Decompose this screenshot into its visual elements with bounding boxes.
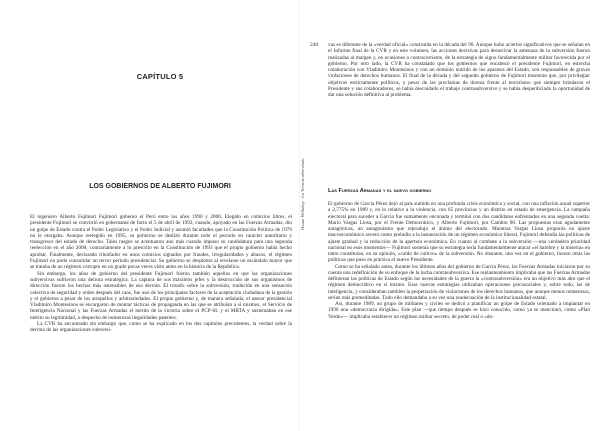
paragraph: La CVR ha encontrado sin embargo que, como se ha explicado en los dos capítulos precedentes, la verdad sobre la derrota de las organizaciones subversi- bbox=[30, 321, 292, 334]
right-body-text-top bbox=[328, 42, 590, 98]
left-body-text bbox=[30, 214, 292, 334]
chapter-label: CAPÍTULO 5 bbox=[136, 72, 184, 81]
page-number: 240 bbox=[310, 42, 319, 48]
paragraph: El gobierno de García Pérez dejó al país sumido en una profunda crisis económica y social, con una inflación anual superior a 2,775% en 1989 y, en lo relativo a la violencia, con 65 provincias y un distrito en estado de emergencia. La campaña electoral para suceder a García fue sumamente enconada y terminó con dos candidatos enfrentados en una segunda vuelta: Mario Vargas Llosa, por el Frente Democrático, y Alberto Fujimori, por Cambio 90. Las propuestas eran agudamente antagónicas, un antagonismo que reprodujo el ánimo del electorado. Mientras Vargas Llosa proponía un ajuste macroeconómico severo como preludio a la instauración de un régimen económico liberal, Fujimori defendía las políticas de ajuste gradual y la reducción de la apertura económica. En cuanto al combate a la subversión —una verdadera prioridad nacional en esos momentos— Fujimori sostenía que su estrategia sería fundamentalmente atacar «el hambre y la miseria» en tanto constituían, en su opinión, «caldo de cultivo» de la subversión. No obstante, una vez en el gobierno, fueron otras las políticas que puso en práctica el nuevo Presidente. bbox=[328, 201, 590, 264]
right-body-text-bottom bbox=[328, 201, 590, 320]
section-title: LOS GOBIERNOS DE ALBERTO FUJIMORI bbox=[89, 183, 231, 190]
running-head: Hatun Willakuy · La Versión abreviada bbox=[300, 158, 305, 230]
right-page bbox=[300, 0, 600, 431]
paragraph: Como se ha señalado antes, durante los últimos años del gobierno de García Pérez, las Fuerzas Armadas iniciaron por su cuenta una redefinición de su enfoque de la lucha contrasubversiva. Ese replanteamiento implicaba que las Fuerzas Armadas definieran las políticas de Estado según las necesidades de la guerra la «contrasubversión» era un objetivo más alto que el régimen democrático en sí mismo. Esas nuevas estrategias utilizaban operaciones psicosociales y, sobre todo, las de inteligencia, y consideraban también la perpetración de violaciones de los derechos humanos, que aunque menos numerosas, serían más premeditadas. Todo ello demandaba a su vez una readecuación de la institucionalidad estatal. bbox=[328, 263, 590, 301]
paragraph: Así, durante 1989, un grupo de militares y civiles se dedicó a planificar un golpe de Estado orientado a implantar en 1990 una «democracia dirigida». Este plan —que tiempo después se hizo conocido, como ya se mencionó, como «Plan Verde»— implicaba establecer un régimen militar secreto, de poder real o «do- bbox=[328, 301, 590, 320]
paragraph: Sin embargo, los años de gobierno del presidente Fujimori fueron también aquellos en que las organizaciones subversivas sufrieron una derrota estratégica. La captura de sus máximos jefes y la destrucción de sus organismos de dirección fueron los hechos más ostensibles de esa derrota. El triunfo sobre la subversión, traducido en una sensación colectiva de seguridad y orden después del caos, fue uno de los principales factores de la aceptación ciudadana de la gestión y el gobierno a pesar de los atropellos y arbitrariedades. El propio gobierno y, de manera señalada, el asesor presidencial Vladimiro Montesinos se encargaron de montar tácticas de propaganda en las que se atribuían a sí mismos, el Servicio de Inteligencia Nacional y las Fuerzas Armadas el mérito de la victoria sobre el PCP-SL y el MRTA y sustentaban en ese mérito su legitimidad, a despecho de numerosas ilegalidades patentes. bbox=[30, 270, 292, 321]
paragraph: El ingeniero Alberto Fujimori Fujimori gobernó el Perú entre los años 1990 y 2000. Elegido en comicios libres, el presidente Fujimori se convirtió en gobernante de facto el 5 de abril de 1992, cuando, apoyado en las Fuerzas Armadas, dio un golpe de Estado contra el Poder Legislativo y el Poder Judicial y asumió facultades que la Constitución Política de 1979 no le otorgaba. Aunque reelegido en 1995, su gobierno se deslizó durante todo el periodo en carácter autoritario y transgresor del estado de derecho. Tales rasgos se acentuaron aun más cuando impuso su candidatura para una segunda reelección en el año 2000, contrariamente a lo prescrito en la Constitución de 1993 que el propio gobierno había hecho aprobar. Finalmente, declarado triunfador en unos comicios signados por fraudes, irregularidades y abusos, el régimen Fujimori no pudo consolidar un tercer periodo presidencial. Su gobierno se desplomó al revelarse un escándalo mayor que se trataba de un régimen corrupto en un grado pocas veces visto antes en la historia de la República. bbox=[30, 214, 292, 271]
subsection-heading: Las Fuerzas Armadas y el nuevo gobierno bbox=[328, 188, 432, 194]
paragraph: vas es diferente de la «verdad oficial» construida en la década del 90. Aunque hubo aciertos significativos que se señalan en el Informe final de la CVR y en este volumen, las acciones decisivas para desactivar la amenaza de la subversión fueron realizadas al margen y, en ocasiones a contracorriente, de la estrategia de signo fundamentalmente militar favorecida por el gobierno. Por otro lado, la CVR ha constatado que los gobiernos que encabezó el presidente Fujimori, en estrecha colaboración con Vladimiro Montesinos y con un dominio nutrido de los aparatos del Estado, son responsables de graves violaciones de derechos humanos. El final de la década y del segundo gobierno de Fujimori muestran que, por privilegiar objetivos estrictamente políticos, y pesar de las proclamas de dureza frente al terrorismo que siempre brindaron el Presidente y sus colaboradores, se había descuidado el trabajo contrasubversivo y se había desperdiciado la oportunidad de dar una solución definitiva al problema. bbox=[328, 42, 590, 98]
